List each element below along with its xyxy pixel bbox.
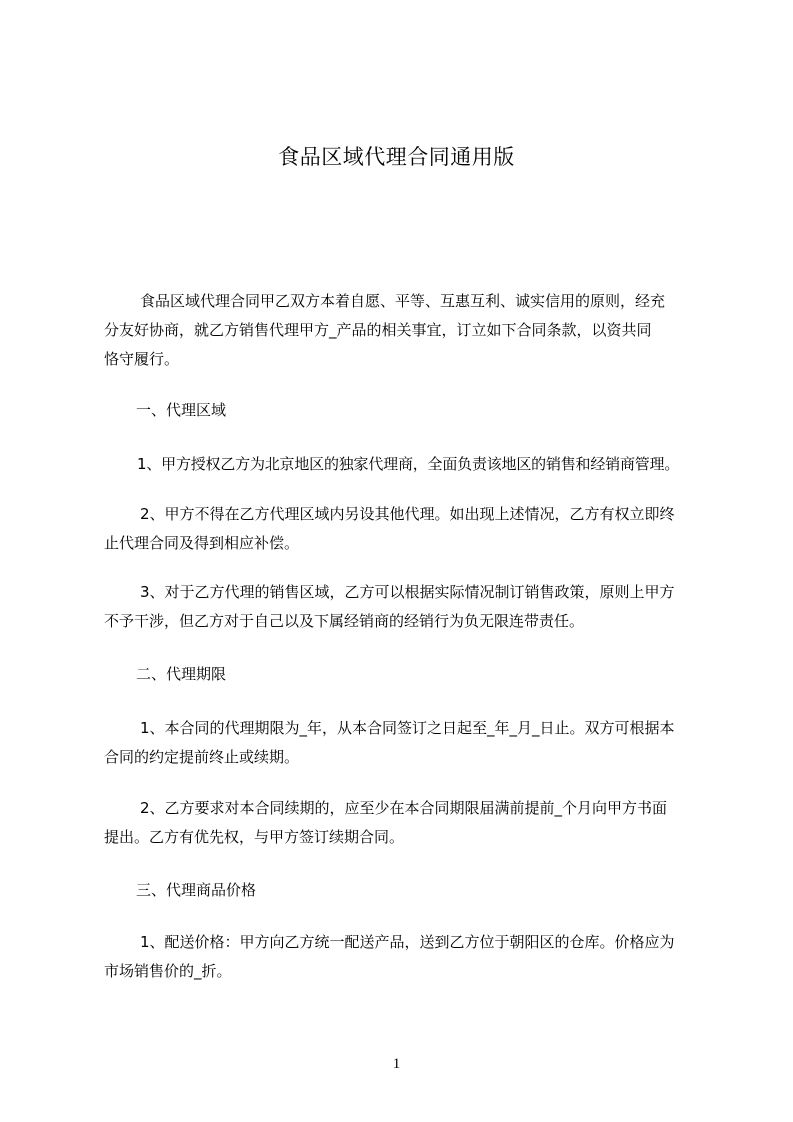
section-1-clause-3-line-1: 3、对于乙方代理的销售区域，乙方可以根据实际情况制订销售政策，原则上甲方 (140, 583, 675, 601)
section-2-clause-2-line-2: 提出。乙方有优先权，与甲方签订续期合同。 (104, 828, 405, 846)
section-2-clause-2-line-1: 2、乙方要求对本合同续期的，应至少在本合同期限届满前提前_个月向甲方书面 (140, 799, 668, 817)
section-2-clause-2 (104, 794, 716, 852)
section-1-clause-1 (104, 450, 716, 479)
section-1-clause-2 (104, 500, 716, 558)
section-3-clause-1 (104, 928, 716, 986)
intro-line-3: 恪守履行。 (104, 350, 180, 368)
document-title: 食品区域代理合同通用版 (278, 145, 515, 169)
intro-line-1: 食品区域代理合同甲乙双方本着自愿、平等、互惠互利、诚实信用的原则，经充 (140, 292, 666, 310)
section-3-clause-1-line-2: 市场销售价的_折。 (104, 962, 232, 980)
section-3-heading: 三、代理商品价格 (136, 881, 257, 899)
section-2-heading: 二、代理期限 (136, 665, 227, 683)
section-1-clause-3 (104, 578, 716, 636)
section-1-clause-2-line-2: 止代理合同及得到相应补偿。 (104, 534, 300, 552)
intro-paragraph (104, 287, 716, 374)
page-number: 1 (392, 1056, 401, 1072)
intro-line-2: 分友好协商，就乙方销售代理甲方_产品的相关事宜，订立如下合同条款，以资共同 (104, 321, 652, 339)
section-2-clause-1 (104, 714, 716, 772)
section-3-clause-1-line-1: 1、配送价格：甲方向乙方统一配送产品，送到乙方位于朝阳区的仓库。价格应为 (140, 933, 675, 951)
section-1-clause-2-line-1: 2、甲方不得在乙方代理区域内另设其他代理。如出现上述情况，乙方有权立即终 (140, 505, 675, 523)
section-2-clause-1-line-2: 合同的约定提前终止或续期。 (104, 748, 300, 766)
section-1-heading: 一、代理区域 (136, 401, 227, 419)
section-2-clause-1-line-1: 1、本合同的代理期限为_年，从本合同签订之日起至_年_月_日止。双方可根据本 (140, 719, 675, 737)
section-1-clause-1-line-1: 1、甲方授权乙方为北京地区的独家代理商，全面负责该地区的销售和经销商管理。 (137, 455, 680, 473)
section-1-clause-3-line-2: 不予干涉，但乙方对于自己以及下属经销商的经销行为负无限连带责任。 (104, 612, 585, 630)
